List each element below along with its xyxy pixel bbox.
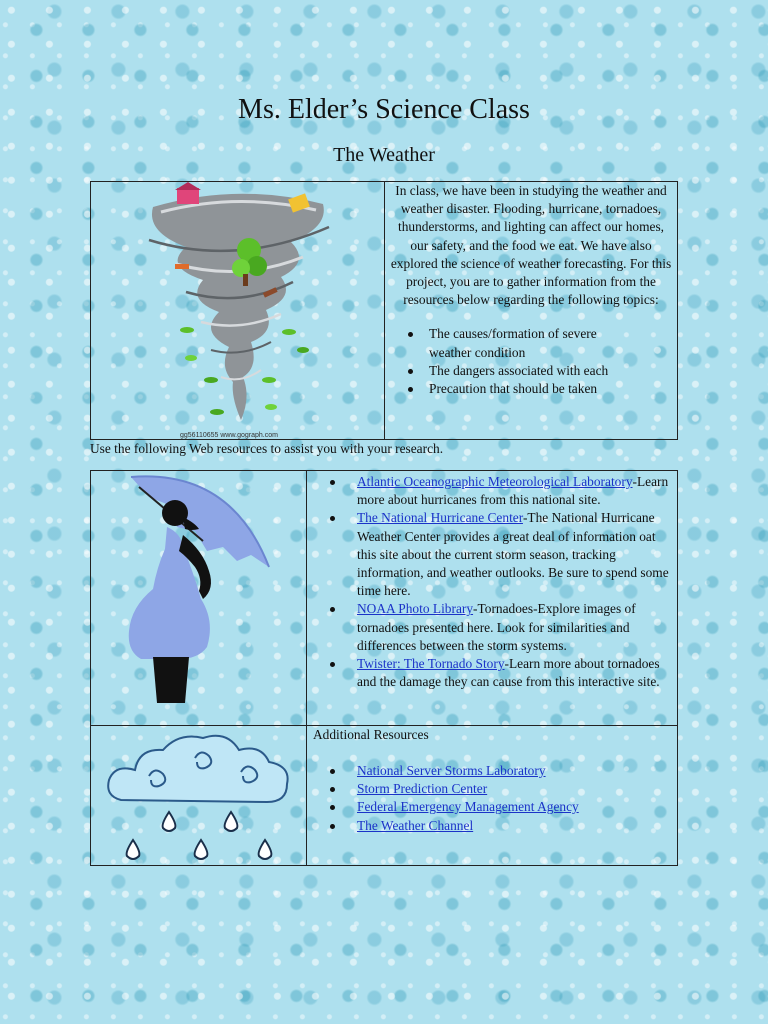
resource-link-nhc[interactable]: The National Hurricane Center bbox=[357, 510, 523, 526]
resource-link-noaa-photo[interactable]: NOAA Photo Library bbox=[357, 601, 474, 617]
tornado-illustration bbox=[91, 182, 384, 439]
intro-text-cell bbox=[385, 182, 677, 439]
tornado-image-cell bbox=[91, 182, 384, 439]
intro-table bbox=[90, 181, 678, 440]
resources-text-cell bbox=[307, 471, 677, 725]
cloud-image-cell bbox=[91, 726, 306, 865]
topic-item: Precaution that should be taken bbox=[385, 380, 677, 398]
additional-link[interactable]: The Weather Channel bbox=[357, 817, 474, 833]
resource-item bbox=[307, 655, 669, 691]
resource-link-twister[interactable]: Twister: The Tornado Story bbox=[357, 656, 505, 672]
intro-paragraph: In class, we have been in studying the weather and weather disaster. Flooding, hurricane, tornadoes, thunderstorms, and lighting can affect our homes, our safety, and the food we eat. We have also explored the science of weather forecasting. For this project, you are to gather information from the resources below regarding the following topics: bbox=[390, 183, 672, 308]
page-subtitle: The Weather bbox=[333, 144, 435, 166]
additional-link[interactable]: Storm Prediction Center bbox=[357, 781, 488, 797]
resource-desc: -The National Hurricane Weather Center provides a great deal of information oat this site about the current storm season, tracking information, and weather outlooks. Be sure to spend some time here. bbox=[357, 510, 669, 599]
resource-desc: -Learn more about hurricanes from this national site. bbox=[357, 474, 669, 508]
additional-link[interactable]: Federal Emergency Management Agency bbox=[357, 799, 579, 815]
resource-item bbox=[307, 473, 669, 509]
additional-list bbox=[307, 762, 677, 835]
additional-item bbox=[307, 762, 677, 780]
topic-item: The causes/formation of severe weather condition bbox=[385, 325, 677, 361]
additional-item bbox=[307, 780, 677, 798]
resource-link-aoml[interactable]: Atlantic Oceanographic Meteorological Laboratory bbox=[357, 474, 633, 489]
resources-table bbox=[90, 470, 678, 866]
additional-item bbox=[307, 817, 677, 835]
umbrella-image-cell bbox=[91, 471, 306, 725]
additional-link[interactable]: National Server Storms Laboratory bbox=[357, 763, 546, 778]
resources-intro: Use the following Web resources to assist you with your research. bbox=[90, 441, 444, 456]
additional-item bbox=[307, 798, 677, 816]
topic-item: The dangers associated with each bbox=[385, 362, 677, 380]
resource-list bbox=[307, 473, 677, 691]
rain-cloud-illustration bbox=[91, 726, 306, 865]
additional-heading: Additional Resources bbox=[313, 727, 429, 742]
page-title: Ms. Elder’s Science Class bbox=[238, 94, 530, 125]
resource-desc: -Tornadoes-Explore images of tornadoes presented here. Look for similarities and differences between the storm systems. bbox=[357, 601, 636, 653]
resource-item bbox=[307, 600, 669, 655]
pregnant-woman-umbrella-illustration bbox=[91, 471, 306, 725]
resource-item bbox=[307, 509, 669, 600]
resource-desc: -Learn more about tornadoes and the damage they can cause from this interactive site. bbox=[357, 656, 660, 690]
additional-resources-cell bbox=[307, 726, 677, 865]
topics-list bbox=[385, 325, 677, 398]
image-credit: gg56110655 www.gograph.com bbox=[180, 432, 278, 439]
